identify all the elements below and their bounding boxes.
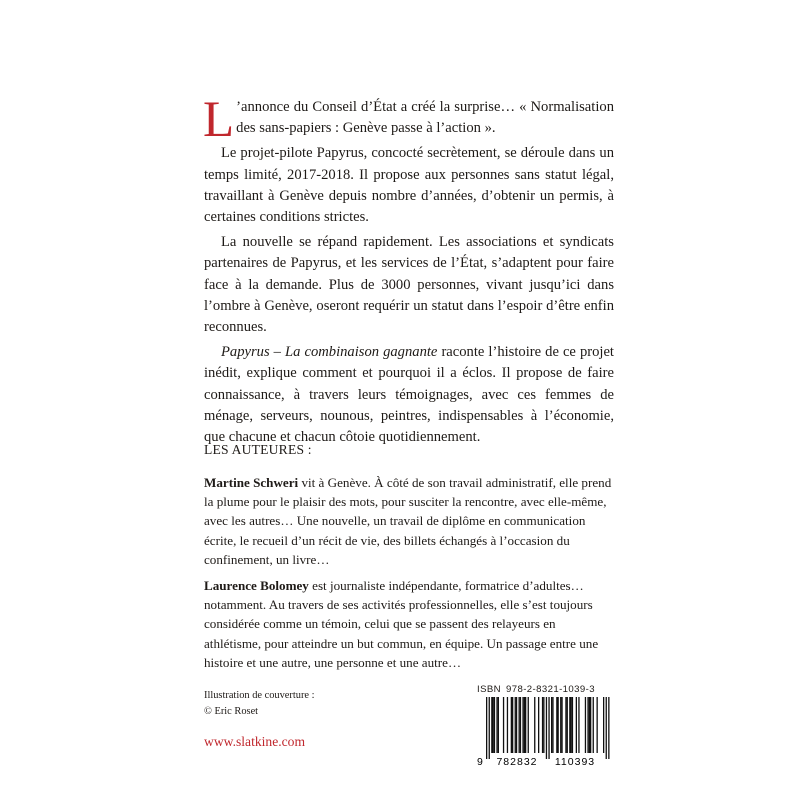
barcode-bar bbox=[569, 697, 570, 753]
author-text-2: est journaliste indépendante, formatrice d’adultes… notamment. Au travers de ses activités professionnelles, elle s’est toujours considérée comme un témoin, celui que se passent des relayeurs en athlétisme, pour atteindre un but commun, en équipe. Un passage entre une histoire et une autre, une personne et une autre… bbox=[204, 578, 599, 670]
barcode-bar bbox=[494, 697, 495, 753]
isbn-number: 978-2-8321-1039-3 bbox=[506, 684, 595, 695]
barcode-bar bbox=[565, 697, 566, 753]
blurb-paragraph-1-text: ’annonce du Conseil d’État a créé la surprise… « Normalisation des sans-papiers : Genève passe à l’action ». bbox=[236, 99, 614, 137]
barcode-bars bbox=[486, 697, 610, 759]
barcode-bar bbox=[520, 697, 521, 753]
barcode-bar bbox=[556, 697, 557, 753]
barcode-bar bbox=[491, 697, 492, 753]
barcode-bar bbox=[542, 697, 543, 753]
barcode-bar bbox=[589, 697, 590, 753]
authors-heading: LES AUTEURES : bbox=[204, 442, 312, 457]
barcode-bar bbox=[593, 697, 594, 753]
barcode-bar bbox=[571, 697, 572, 753]
barcode-bar bbox=[516, 697, 517, 753]
book-title: Papyrus – La combinaison gagnante bbox=[221, 344, 438, 361]
publisher-website-link[interactable]: www.slatkine.com bbox=[204, 734, 306, 749]
barcode-bar bbox=[576, 697, 577, 753]
barcode bbox=[477, 697, 613, 767]
barcode-bar bbox=[587, 697, 588, 753]
blurb-paragraph-4 bbox=[204, 342, 614, 448]
barcode-bar bbox=[525, 697, 526, 753]
barcode-bar bbox=[528, 697, 529, 753]
isbn-label: ISBN bbox=[477, 684, 501, 695]
isbn-line bbox=[477, 684, 613, 695]
barcode-bar bbox=[498, 697, 499, 753]
cover-credit-label: Illustration de couverture : bbox=[204, 690, 315, 701]
blurb-paragraph-2: Le projet-pilote Papyrus, concocté secrètement, se déroule dans un temps limité, 2017-2018. Il propose aux personnes sans statut légal, travaillant à Genève depuis nombre d’années, d’obtenir un permis, à certaines conditions strictes. bbox=[204, 145, 614, 226]
cover-credit-name: © Eric Roset bbox=[204, 706, 259, 717]
barcode-bar bbox=[534, 697, 535, 753]
blurb-paragraph-3: La nouvelle se répand rapidement. Les associations et syndicats partenaires de Papyrus, et les services de l’État, s’adaptent pour faire face à la demande. Plus de 3000 personnes, vivant jusqu’ici dans l’ombre à Genève, oseront requérir un statut dans l’espoir d’être enfin reconnues. bbox=[204, 234, 614, 336]
isbn-block bbox=[477, 684, 613, 766]
barcode-bar bbox=[551, 697, 552, 753]
barcode-bar bbox=[567, 697, 568, 753]
barcode-bar bbox=[524, 697, 525, 753]
barcode-bar bbox=[507, 697, 508, 753]
barcode-bar bbox=[572, 697, 573, 753]
barcode-bar bbox=[538, 697, 539, 753]
barcode-bar bbox=[558, 697, 559, 753]
barcode-bar bbox=[503, 697, 504, 753]
barcode-bar bbox=[512, 697, 513, 753]
author-bio-1 bbox=[204, 473, 614, 569]
barcode-bar bbox=[606, 697, 607, 759]
barcode-bar bbox=[522, 697, 523, 753]
barcode-bar bbox=[603, 697, 604, 753]
barcode-bar bbox=[519, 697, 520, 753]
author-name-1: Martine Schweri bbox=[204, 475, 299, 490]
drop-cap: L bbox=[203, 92, 235, 148]
barcode-bar bbox=[496, 697, 497, 753]
barcode-right-digits: 110393 bbox=[554, 756, 596, 767]
author-text-1: vit à Genève. À côté de son travail administratif, elle prend la plume pour le plaisir des mots, pour susciter la rencontre, avec elle-même, avec les autres… Une nouvelle, un travail de diplôme en communication écrite, le recueil d’un récit de vie, des billets échangés à l’occasion du confinement, un livre… bbox=[204, 475, 612, 567]
barcode-bar bbox=[590, 697, 591, 753]
barcode-bar bbox=[489, 697, 490, 759]
barcode-bar bbox=[543, 697, 544, 753]
barcode-bar bbox=[552, 697, 553, 753]
barcode-bar bbox=[585, 697, 586, 753]
author-name-2: Laurence Bolomey bbox=[204, 578, 309, 593]
barcode-bar bbox=[560, 697, 561, 753]
blurb-paragraph-4-text: raconte l’histoire de ce projet inédit, explique comment et pourquoi il a éclos. Il propose de faire connaissance, à travers leurs témoignages, avec ces femmes de ménage, serveurs, nounous, peintres, indispensables à l’économie, que chacune et chacun côtoie quotidiennement. bbox=[204, 344, 614, 446]
blurb bbox=[203, 92, 614, 452]
barcode-bar bbox=[511, 697, 512, 753]
cover-credit bbox=[204, 688, 315, 720]
barcode-bar bbox=[493, 697, 494, 753]
blurb-paragraph-1 bbox=[203, 92, 614, 148]
barcode-bar bbox=[486, 697, 487, 759]
barcode-bar bbox=[578, 697, 579, 753]
barcode-first-digit: 9 bbox=[477, 756, 483, 767]
barcode-bar bbox=[515, 697, 516, 753]
barcode-bar bbox=[548, 697, 549, 759]
barcode-bar bbox=[561, 697, 562, 753]
barcode-bar bbox=[608, 697, 609, 759]
author-bio-2 bbox=[204, 576, 614, 672]
barcode-bar bbox=[597, 697, 598, 753]
barcode-left-digits: 782832 bbox=[496, 756, 538, 767]
barcode-bar bbox=[546, 697, 547, 759]
